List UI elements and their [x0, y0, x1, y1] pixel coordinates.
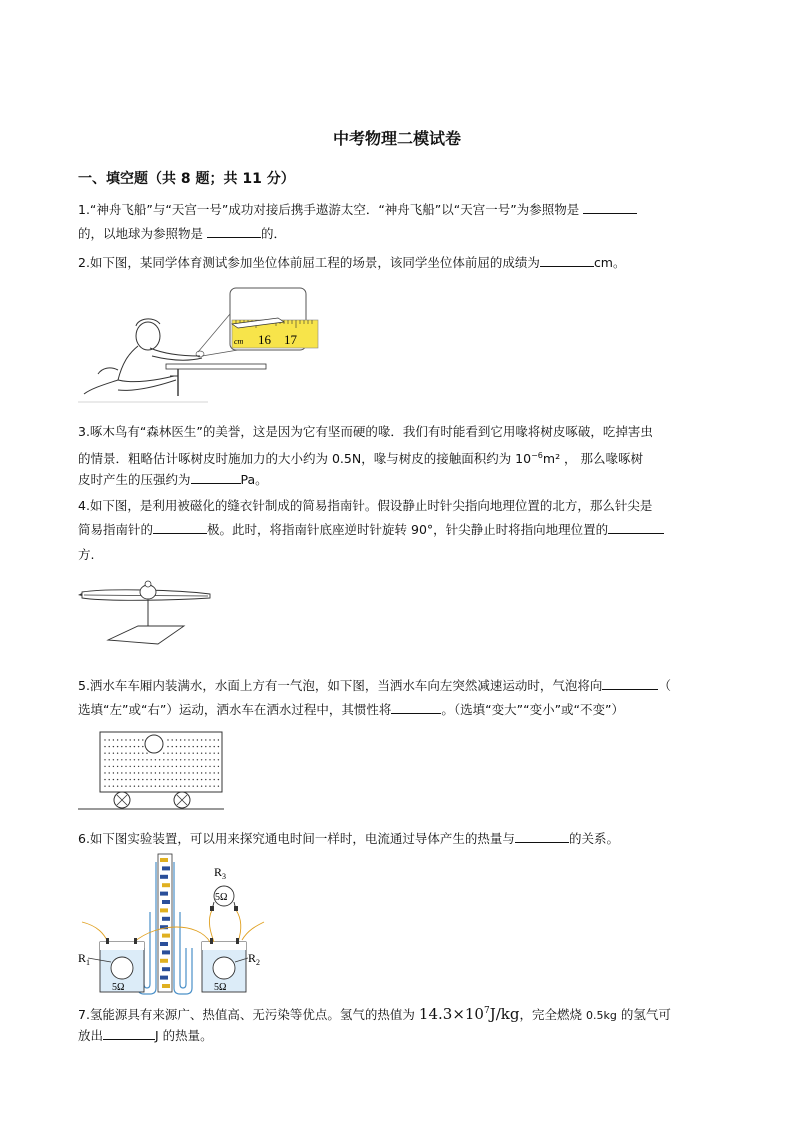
q7-text-3: 的氢气可: [620, 1007, 671, 1022]
q7-blank[interactable]: [103, 1027, 155, 1040]
q2-text-2: cm。: [593, 255, 626, 270]
q7-text-5: J 的热量。: [155, 1028, 213, 1043]
q3-line3: [78, 471, 268, 489]
student-figure: [84, 319, 202, 394]
r3-value: 5Ω: [215, 892, 228, 903]
q1-text-1: 1.“神舟飞船”与“天宫一号”成功对接后携手遨游太空．“神舟飞船”以“天宫一号”为参照物是: [78, 202, 580, 217]
q3-exponent: −6: [531, 451, 543, 460]
q5-blank-2[interactable]: [391, 701, 441, 714]
q4-compass-figure: [78, 578, 218, 648]
q3-blank[interactable]: [191, 471, 241, 484]
q7-text-2: ，完全燃烧: [519, 1007, 582, 1022]
section-heading: 一、填空题（共 8 题；共 11 分）: [78, 171, 295, 187]
q4-line1: 4.如下图，是利用被磁化的缝衣针制成的简易指南针。假设静止时针尖指向地理位置的北方，那么针尖是: [78, 498, 653, 513]
heat-value-formula: $14.3\times 10^7J/kg$: [418, 1005, 520, 1023]
q3-line1: 3.啄木鸟有“森林医生”的美誉，这是因为它有坚而硬的喙．我们有时能看到它用喙将树皮啄破，吃掉害虫: [78, 424, 653, 439]
ruler-label-17: 17: [284, 332, 297, 347]
q7-line2: [78, 1027, 213, 1045]
q5-text-2: （: [658, 678, 671, 693]
page-title: 中考物理二模试卷: [332, 129, 461, 148]
q5-truck-figure: [78, 728, 224, 814]
label-r2: $R_2$: [248, 951, 261, 967]
q1-text-3: 的．: [261, 226, 287, 241]
scale-board: [158, 854, 172, 992]
q7-text-4: 放出: [78, 1028, 104, 1043]
q3-text-2: m² ， 那么喙啄树: [542, 451, 644, 467]
q7-text-1: 7.氢能源具有来源广、热值高、无污染等优点。氢气的热值为: [78, 1007, 415, 1022]
q1-blank-2[interactable]: [207, 225, 261, 238]
q2-line1: [78, 254, 626, 272]
q3-text-1: 的情景．粗略估计啄树皮时施加力的大小约为 0.5N，喙与树皮的接触面积约为 10: [78, 451, 532, 467]
q4-text-1: 简易指南针的: [78, 522, 154, 537]
q5-line2: [78, 701, 624, 719]
q1-blank-1[interactable]: [583, 201, 637, 214]
q7-mass: 0.5kg: [585, 1009, 617, 1022]
label-r3: $R_3$: [214, 865, 227, 881]
q4-blank-1[interactable]: [153, 521, 207, 534]
ruler-label-16: 16: [258, 332, 271, 347]
r1-value: 5Ω: [112, 982, 125, 993]
q2-text-1: 2.如下图，某同学体育测试参加坐位体前屈工程的场景，该同学坐位体前屈的成绩为: [78, 255, 540, 270]
ruler-unit: cm: [234, 337, 244, 346]
q1-text-2: 的，以地球为参照物是: [78, 226, 204, 241]
q5-text-4: 。（选填“变大”“变小”或“不变”）: [441, 702, 625, 717]
label-r1: $R_1$: [78, 951, 91, 967]
q5-text-3: 选填“左”或“右”）运动，洒水车在洒水过程中，其惯性将: [78, 702, 392, 717]
q5-line1: [78, 677, 671, 695]
q1-line1: [78, 201, 637, 219]
measuring-board: [166, 364, 266, 369]
q4-text-2: 极。此时，将指南针底座逆时针旋转 90°，针尖静止时将指向地理位置的: [207, 522, 609, 537]
q4-line2: [78, 521, 664, 539]
q6-text-1: 6.如下图实验装置，可以用来探究通电时间一样时，电流通过导体产生的热量与: [78, 831, 515, 846]
q7-line1: [78, 1002, 671, 1025]
wires: [82, 910, 264, 942]
q4-blank-2[interactable]: [608, 521, 664, 534]
q6-blank[interactable]: [515, 830, 569, 843]
compass-base: [108, 626, 184, 644]
q2-figure: [78, 284, 328, 406]
q3-text-3: 皮时产生的压强约为: [78, 472, 191, 487]
q2-blank[interactable]: [540, 254, 594, 267]
q3-line2: [78, 447, 643, 468]
r2-value: 5Ω: [214, 982, 227, 993]
q1-line2: [78, 225, 286, 243]
q5-blank-1[interactable]: [602, 677, 658, 690]
q5-text-1: 5.洒水车车厢内装满水，水面上方有一气泡，如下图，当洒水车向左突然减速运动时，气泡将向: [78, 678, 603, 693]
q6-text-2: 的关系。: [568, 831, 619, 846]
q6-line1: [78, 830, 619, 848]
q3-text-4: Pa。: [240, 472, 268, 487]
q4-line3: 方.: [78, 547, 95, 562]
q6-apparatus-figure: [78, 852, 268, 996]
air-bubble: [145, 735, 163, 753]
